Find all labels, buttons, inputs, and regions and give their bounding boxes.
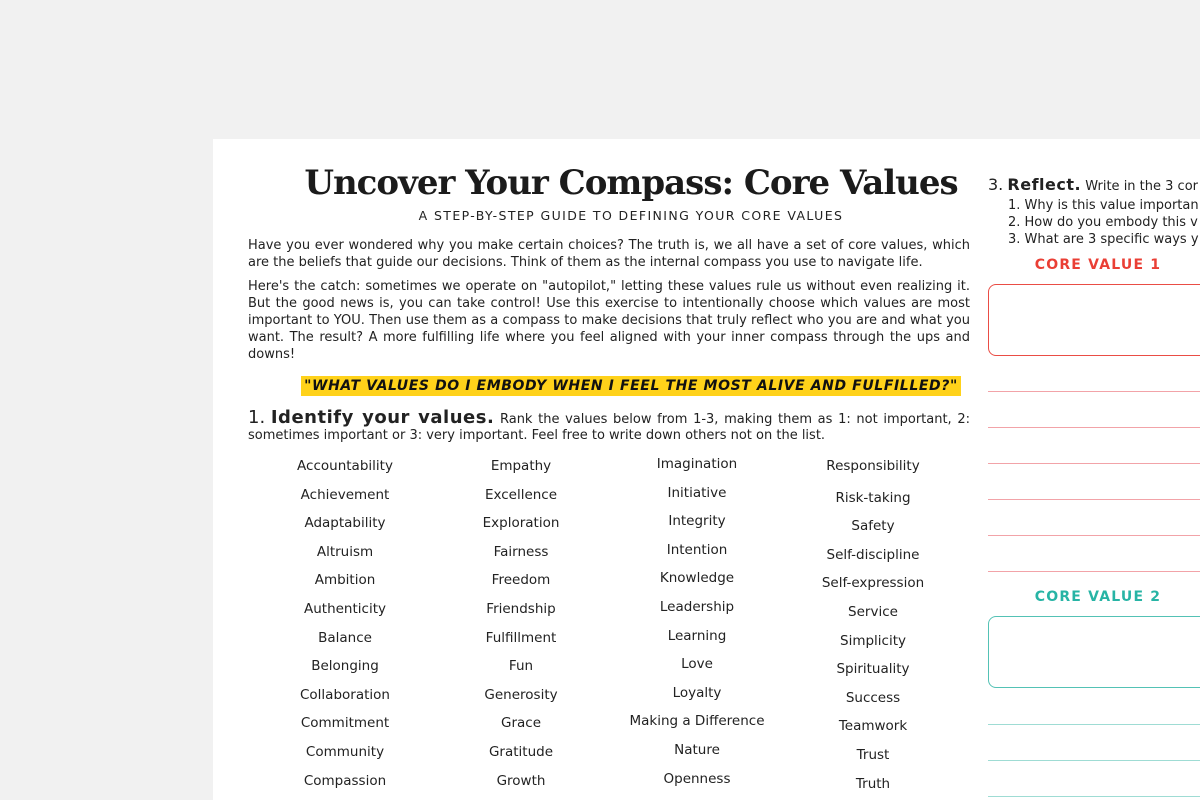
value-item: Teamwork [838,718,908,735]
intro-paragraph-2: Here's the catch: sometimes we operate on "autopilot," letting these values rule us without even realizing it. But the good news is, you can take control! Use this exercise to intentionally choose which values are most important to YOU. Then use them as a compass to make decisions that truly reflect who you are and what you want. The result? A more fulfilling life where you feel aligned with your inner compass through the ups and downs! [248,279,970,362]
value-item: Balance [318,629,372,646]
value-item: Generosity [484,686,558,703]
value-item: Intention [666,541,728,558]
value-item: Service [848,603,898,620]
writing-line[interactable] [988,499,1200,500]
question-item: 2. How do you embody this v [1008,215,1198,230]
value-item: Leadership [659,598,735,615]
value-item: Making a Difference [629,713,765,730]
value-item: Adaptability [304,515,386,532]
page-subtitle: A STEP-BY-STEP GUIDE TO DEFINING YOUR CORE VALUES [418,208,844,223]
page-title: Uncover Your Compass: Core Values [304,163,958,203]
value-item: Responsibility [826,458,920,474]
value-item: Gratitude [488,743,554,760]
value-item: Success [845,689,901,706]
value-item: Self-expression [821,575,925,592]
writing-line[interactable] [988,463,1200,464]
core-value-2-input-box[interactable] [988,616,1200,688]
writing-line[interactable] [988,724,1200,725]
value-item: Commitment [300,715,390,732]
intro-paragraph-1: Have you ever wondered why you make certain choices? The truth is, we all have a set of core values, which are the beliefs that guide our decisions. Think of them as the internal compass you use to navigate life. [248,238,970,270]
step-1-number: 1. [248,407,266,428]
value-item: Belonging [311,658,379,675]
value-item: Self-discipline [826,546,920,563]
value-item: Initiative [667,484,727,501]
reflect-section [988,139,1200,800]
value-item: Fulfillment [485,629,557,646]
value-item: Excellence [484,486,558,503]
values-column-4 [785,452,961,798]
question-item: 1. Why is this value importan [1008,198,1199,213]
values-column-2 [433,452,609,795]
value-item: Love [681,656,713,673]
step-1-text: Rank the values below from 1-3, making them as 1: not important, 2: sometimes important or 3: very important. Feel free to write down others not on the list. [248,412,970,443]
writing-line[interactable] [988,391,1200,392]
step-3-heading: Reflect. [1007,175,1082,194]
value-item: Imagination [656,456,738,472]
step-1-heading: Identify your values. [270,407,495,428]
highlighted-prompt: "WHAT VALUES DO I EMBODY WHEN I FEEL THE MOST ALIVE AND FULFILLED?" [301,376,961,396]
value-item: Fairness [493,543,549,560]
value-item: Collaboration [300,686,390,703]
value-item: Altruism [316,543,374,560]
value-item: Compassion [303,772,387,789]
value-item: Grace [500,715,541,732]
step-1-instructions [248,407,970,444]
value-item: Achievement [300,486,390,503]
question-item: 3. What are 3 specific ways y [1008,232,1199,247]
value-item: Community [305,743,385,760]
value-item: Loyalty [672,684,722,701]
value-item: Risk-taking [835,489,911,506]
value-item: Growth [496,772,546,789]
core-value-2-label: CORE VALUE 2 [1034,589,1162,605]
step-3-instructions [988,175,1198,194]
value-item: Empathy [490,458,552,474]
value-item: Safety [851,518,895,535]
value-item: Nature [674,741,720,758]
value-item: Knowledge [659,570,735,587]
core-value-1-label: CORE VALUE 1 [1034,257,1162,273]
core-value-1-input-box[interactable] [988,284,1200,356]
value-item: Freedom [491,572,551,589]
writing-line[interactable] [988,535,1200,536]
value-item: Accountability [297,458,393,474]
prompt-banner [213,375,1049,396]
step-3-text: Write in the 3 cor [1085,179,1198,194]
value-item: Learning [667,627,727,644]
writing-line[interactable] [988,760,1200,761]
worksheet-page [213,139,1200,800]
values-column-3 [609,450,785,793]
writing-line[interactable] [988,796,1200,797]
value-item: Integrity [668,513,726,530]
values-column-1 [257,452,433,795]
value-item: Exploration [482,515,560,532]
step-3-number: 3. [988,175,1004,194]
value-item: Authenticity [303,600,386,617]
value-item: Ambition [314,572,376,589]
writing-line[interactable] [988,571,1200,572]
value-item: Spirituality [836,661,910,678]
value-item: Fun [508,658,534,675]
writing-line[interactable] [988,427,1200,428]
value-item: Trust [856,746,890,763]
value-item: Simplicity [840,632,906,649]
value-item: Truth [855,775,891,792]
value-item: Openness [663,770,731,787]
value-item: Friendship [486,600,556,617]
reflection-questions [1008,197,1199,248]
